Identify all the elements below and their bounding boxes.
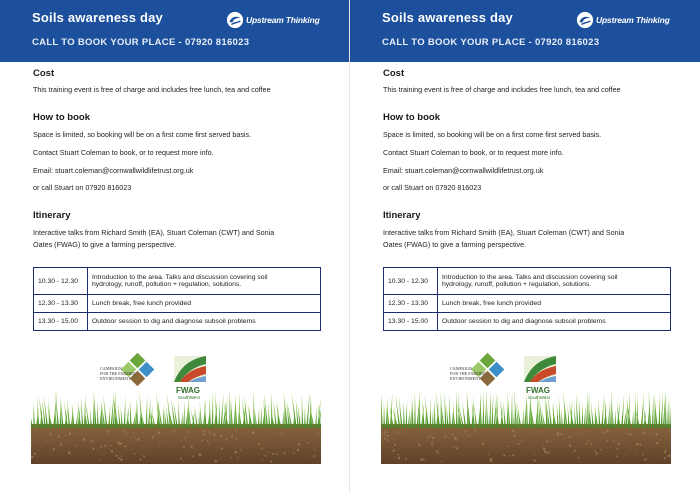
fwag-region: SouthWest (528, 395, 550, 400)
table-row (384, 313, 671, 331)
row-description-line: hydrology, runoff, pollution + regulation, solutions. (92, 281, 242, 288)
grass-soil-image (31, 392, 321, 464)
table-row (384, 295, 671, 313)
fwag-name: FWAG (526, 386, 550, 395)
itinerary-heading: Itinerary (33, 210, 71, 221)
booking-call-to-action: CALL TO BOOK YOUR PLACE - 07920 816023 (382, 37, 600, 48)
row-description (438, 268, 671, 295)
booking-phone: or call Stuart on 07920 816023 (383, 183, 482, 192)
row-description (88, 268, 321, 295)
itinerary-intro-line2: Oates (FWAG) to give a farming perspective. (33, 240, 177, 249)
booking-email: Email: stuart.coleman@cornwallwildlifetrust.org.uk (33, 166, 194, 175)
how-to-book-heading: How to book (383, 112, 440, 123)
event-title: Soils awareness day (382, 10, 513, 25)
booking-phone: or call Stuart on 07920 816023 (33, 183, 132, 192)
brand-name: Upstream Thinking (246, 15, 320, 25)
row-time: 10.30 - 12.30 (34, 268, 88, 295)
row-description-line: Introduction to the area. Talks and discussion covering soil (442, 274, 618, 281)
event-title: Soils awareness day (32, 10, 163, 25)
row-time: 13.30 - 15.00 (34, 313, 88, 331)
row-description: Lunch break, free lunch provided (438, 295, 671, 313)
flyer-right (350, 0, 700, 493)
table-row (34, 313, 321, 331)
itinerary-table (383, 267, 671, 331)
itinerary-table (33, 267, 321, 331)
swirl-icon (576, 11, 594, 29)
fwag-region: SouthWest (178, 395, 200, 400)
grass-soil-image (381, 392, 671, 464)
booking-contact-text: Contact Stuart Coleman to book, or to request more info. (33, 148, 214, 157)
swirl-icon (226, 11, 244, 29)
row-description-line: hydrology, runoff, pollution + regulation, solutions. (442, 281, 592, 288)
booking-limited-text: Space is limited, so booking will be on a first come first served basis. (33, 130, 252, 139)
booking-call-to-action: CALL TO BOOK YOUR PLACE - 07920 816023 (32, 37, 250, 48)
how-to-book-heading: How to book (33, 112, 90, 123)
booking-limited-text: Space is limited, so booking will be on a first come first served basis. (383, 130, 602, 139)
cfe-text-2: FOR THE FARMED (450, 371, 486, 376)
campaign-farmed-environment-logo (100, 353, 154, 387)
row-description: Outdoor session to dig and diagnose subsoil problems (438, 313, 671, 331)
itinerary-intro-line1: Interactive talks from Richard Smith (EA), Stuart Coleman (CWT) and Sonia (33, 228, 275, 237)
cost-heading: Cost (33, 68, 55, 79)
itinerary-heading: Itinerary (383, 210, 421, 221)
flyer-header (350, 0, 700, 62)
row-time: 12.30 - 13.30 (34, 295, 88, 313)
row-description-line: Introduction to the area. Talks and discussion covering soil (92, 274, 268, 281)
cost-text: This training event is free of charge and includes free lunch, tea and coffee (383, 85, 621, 94)
grass-soil-banner (31, 392, 321, 464)
upstream-thinking-logo (576, 10, 670, 30)
campaign-farmed-environment-logo (450, 353, 504, 387)
cost-text: This training event is free of charge and includes free lunch, tea and coffee (33, 85, 271, 94)
cfe-text-2: FOR THE FARMED (100, 371, 136, 376)
itinerary-intro-line2: Oates (FWAG) to give a farming perspective. (383, 240, 527, 249)
grass-soil-banner (381, 392, 671, 464)
flyer-header (0, 0, 350, 62)
table-row (384, 268, 671, 295)
brand-name: Upstream Thinking (596, 15, 670, 25)
table-row (34, 268, 321, 295)
itinerary-intro-line1: Interactive talks from Richard Smith (EA), Stuart Coleman (CWT) and Sonia (383, 228, 625, 237)
booking-contact-text: Contact Stuart Coleman to book, or to request more info. (383, 148, 564, 157)
row-time: 12.30 - 13.30 (384, 295, 438, 313)
fwag-name: FWAG (176, 386, 200, 395)
cfe-text-3: ENVIRONMENT (450, 376, 481, 381)
row-description: Lunch break, free lunch provided (88, 295, 321, 313)
row-description: Outdoor session to dig and diagnose subsoil problems (88, 313, 321, 331)
cfe-text-1: CAMPAIGN (100, 366, 122, 371)
row-time: 10.30 - 12.30 (384, 268, 438, 295)
row-time: 13.30 - 15.00 (384, 313, 438, 331)
booking-email: Email: stuart.coleman@cornwallwildlifetrust.org.uk (383, 166, 544, 175)
table-row (34, 295, 321, 313)
upstream-thinking-logo (226, 10, 320, 30)
cost-heading: Cost (383, 68, 405, 79)
cfe-text-1: CAMPAIGN (450, 366, 472, 371)
cfe-text-3: ENVIRONMENT (100, 376, 131, 381)
